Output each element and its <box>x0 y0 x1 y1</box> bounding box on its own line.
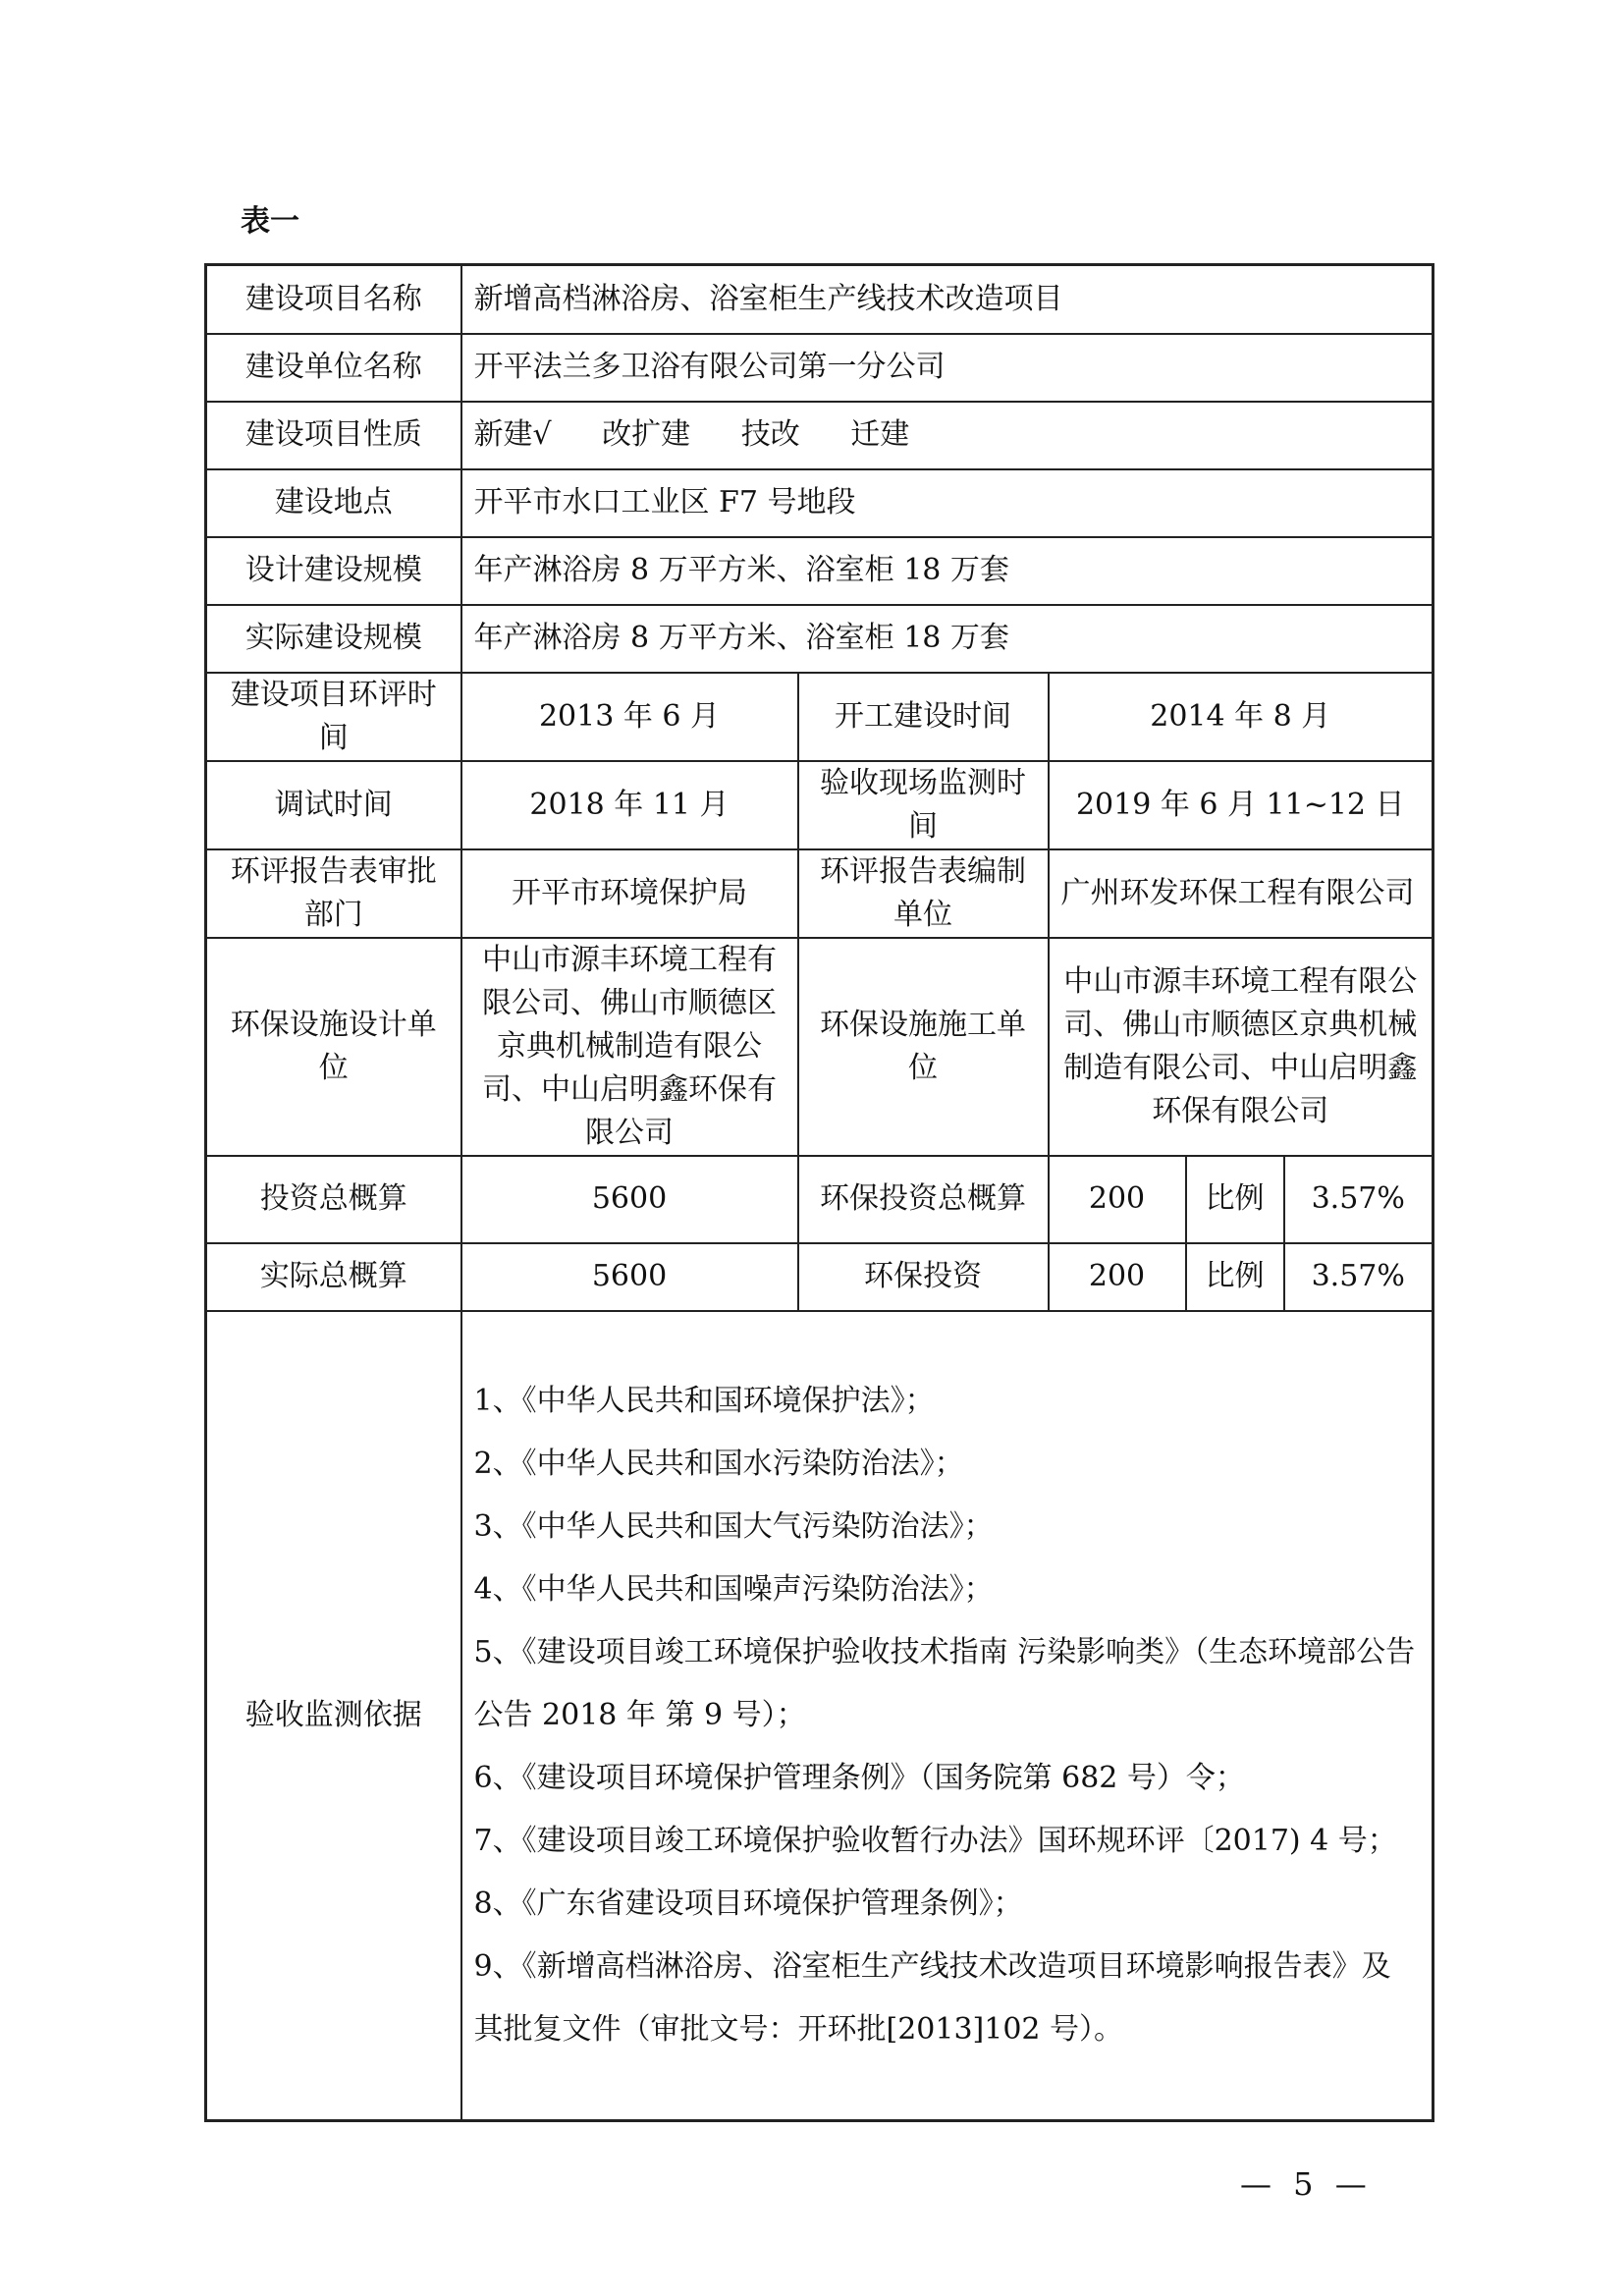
value-actual-investment: 5600 <box>461 1243 798 1311</box>
row-location <box>206 469 1434 537</box>
row-actual-scale <box>206 605 1434 673</box>
label-facility-construction: 环保设施施工单位 <box>798 938 1049 1156</box>
row-nature <box>206 402 1434 469</box>
nature-option-tech: 技改 <box>740 417 800 452</box>
row-design-scale <box>206 537 1434 605</box>
value-actual-scale: 年产淋浴房 8 万平方米、浴室柜 18 万套 <box>461 605 1434 673</box>
basis-item: 7、《建设项目竣工环境保护验收暂行办法》国环规环评〔2017) 4 号； <box>473 1823 1397 1858</box>
value-debug-time: 2018 年 11 月 <box>461 761 798 849</box>
label-facility-design: 环保设施设计单位 <box>206 938 461 1156</box>
row-actual-investment <box>206 1243 1434 1311</box>
label-project-name: 建设项目名称 <box>206 265 461 334</box>
label-env-investment: 环保投资 <box>798 1243 1049 1311</box>
row-facility <box>206 938 1434 1156</box>
basis-item: 5、《建设项目竣工环境保护验收技术指南 污染影响类》（生态环境部公告 公告 2018 年 第 9 号）； <box>473 1634 1445 1732</box>
value-env-investment-estimate: 200 <box>1049 1156 1186 1243</box>
row-project-name <box>206 265 1434 334</box>
row-eia-time <box>206 673 1434 761</box>
row-basis <box>206 1311 1434 2121</box>
label-design-scale: 设计建设规模 <box>206 537 461 605</box>
value-design-scale: 年产淋浴房 8 万平方米、浴室柜 18 万套 <box>461 537 1434 605</box>
basis-list <box>461 1311 1445 2121</box>
value-project-name: 新增高档淋浴房、浴室柜生产线技术改造项目 <box>461 265 1434 334</box>
label-approval-dept: 环评报告表审批部门 <box>206 849 461 938</box>
label-actual-investment: 实际总概算 <box>206 1243 461 1311</box>
value-unit-name: 开平法兰多卫浴有限公司第一分公司 <box>461 334 1434 402</box>
label-location: 建设地点 <box>206 469 461 537</box>
basis-item: 6、《建设项目环境保护管理条例》（国务院第 682 号）令； <box>473 1760 1245 1795</box>
basis-item: 3、《中华人民共和国大气污染防治法》； <box>473 1508 994 1544</box>
row-investment <box>206 1156 1434 1243</box>
row-unit-name <box>206 334 1434 402</box>
label-nature: 建设项目性质 <box>206 402 461 469</box>
nature-option-relocate: 迁建 <box>850 417 910 452</box>
label-basis: 验收监测依据 <box>206 1311 461 2121</box>
basis-item: 8、《广东省建设项目环境保护管理条例》； <box>473 1886 1023 1921</box>
value-nature <box>461 402 1434 469</box>
value-approval-dept: 开平市环境保护局 <box>461 849 798 938</box>
label-actual-scale: 实际建设规模 <box>206 605 461 673</box>
value-construction-start: 2014 年 8 月 <box>1049 673 1434 761</box>
row-approval <box>206 849 1434 938</box>
value-investment: 5600 <box>461 1156 798 1243</box>
value-report-compiler: 广州环发环保工程有限公司 <box>1049 849 1434 938</box>
document-title: 表一 <box>241 204 299 239</box>
value-ratio: 3.57% <box>1284 1156 1434 1243</box>
basis-item: 2、《中华人民共和国水污染防治法》； <box>473 1446 964 1481</box>
value-location: 开平市水口工业区 F7 号地段 <box>461 469 1434 537</box>
value-actual-ratio: 3.57% <box>1284 1243 1434 1311</box>
nature-option-new: 新建√ <box>473 417 552 452</box>
label-construction-start: 开工建设时间 <box>798 673 1049 761</box>
label-eia-time: 建设项目环评时间 <box>206 673 461 761</box>
value-monitoring-time: 2019 年 6 月 11~12 日 <box>1049 761 1434 849</box>
project-info-table <box>204 263 1445 2122</box>
label-report-compiler: 环评报告表编制单位 <box>798 849 1049 938</box>
basis-item: 1、《中华人民共和国环境保护法》； <box>473 1383 935 1418</box>
page-number: — 5 — <box>1240 2165 1373 2203</box>
label-monitoring-time: 验收现场监测时间 <box>798 761 1049 849</box>
label-unit-name: 建设单位名称 <box>206 334 461 402</box>
basis-item: 4、《中华人民共和国噪声污染防治法》； <box>473 1571 994 1607</box>
label-env-investment-estimate: 环保投资总概算 <box>798 1156 1049 1243</box>
label-debug-time: 调试时间 <box>206 761 461 849</box>
label-ratio: 比例 <box>1186 1156 1284 1243</box>
value-eia-time: 2013 年 6 月 <box>461 673 798 761</box>
value-env-investment: 200 <box>1049 1243 1186 1311</box>
label-investment: 投资总概算 <box>206 1156 461 1243</box>
value-facility-construction: 中山市源丰环境工程有限公司、佛山市顺德区京典机械制造有限公司、中山启明鑫环保有限公司 <box>1049 938 1434 1156</box>
row-debug-time <box>206 761 1434 849</box>
label-actual-ratio: 比例 <box>1186 1243 1284 1311</box>
value-facility-design: 中山市源丰环境工程有限公司、佛山市顺德区京典机械制造有限公司、中山启明鑫环保有限公司 <box>461 938 798 1156</box>
basis-item: 9、《新增高档淋浴房、浴室柜生产线技术改造项目环境影响报告表》及其批复文件（审批文号：开环批[2013]102 号）。 <box>473 1948 1391 2047</box>
nature-option-expand: 改扩建 <box>602 417 691 452</box>
